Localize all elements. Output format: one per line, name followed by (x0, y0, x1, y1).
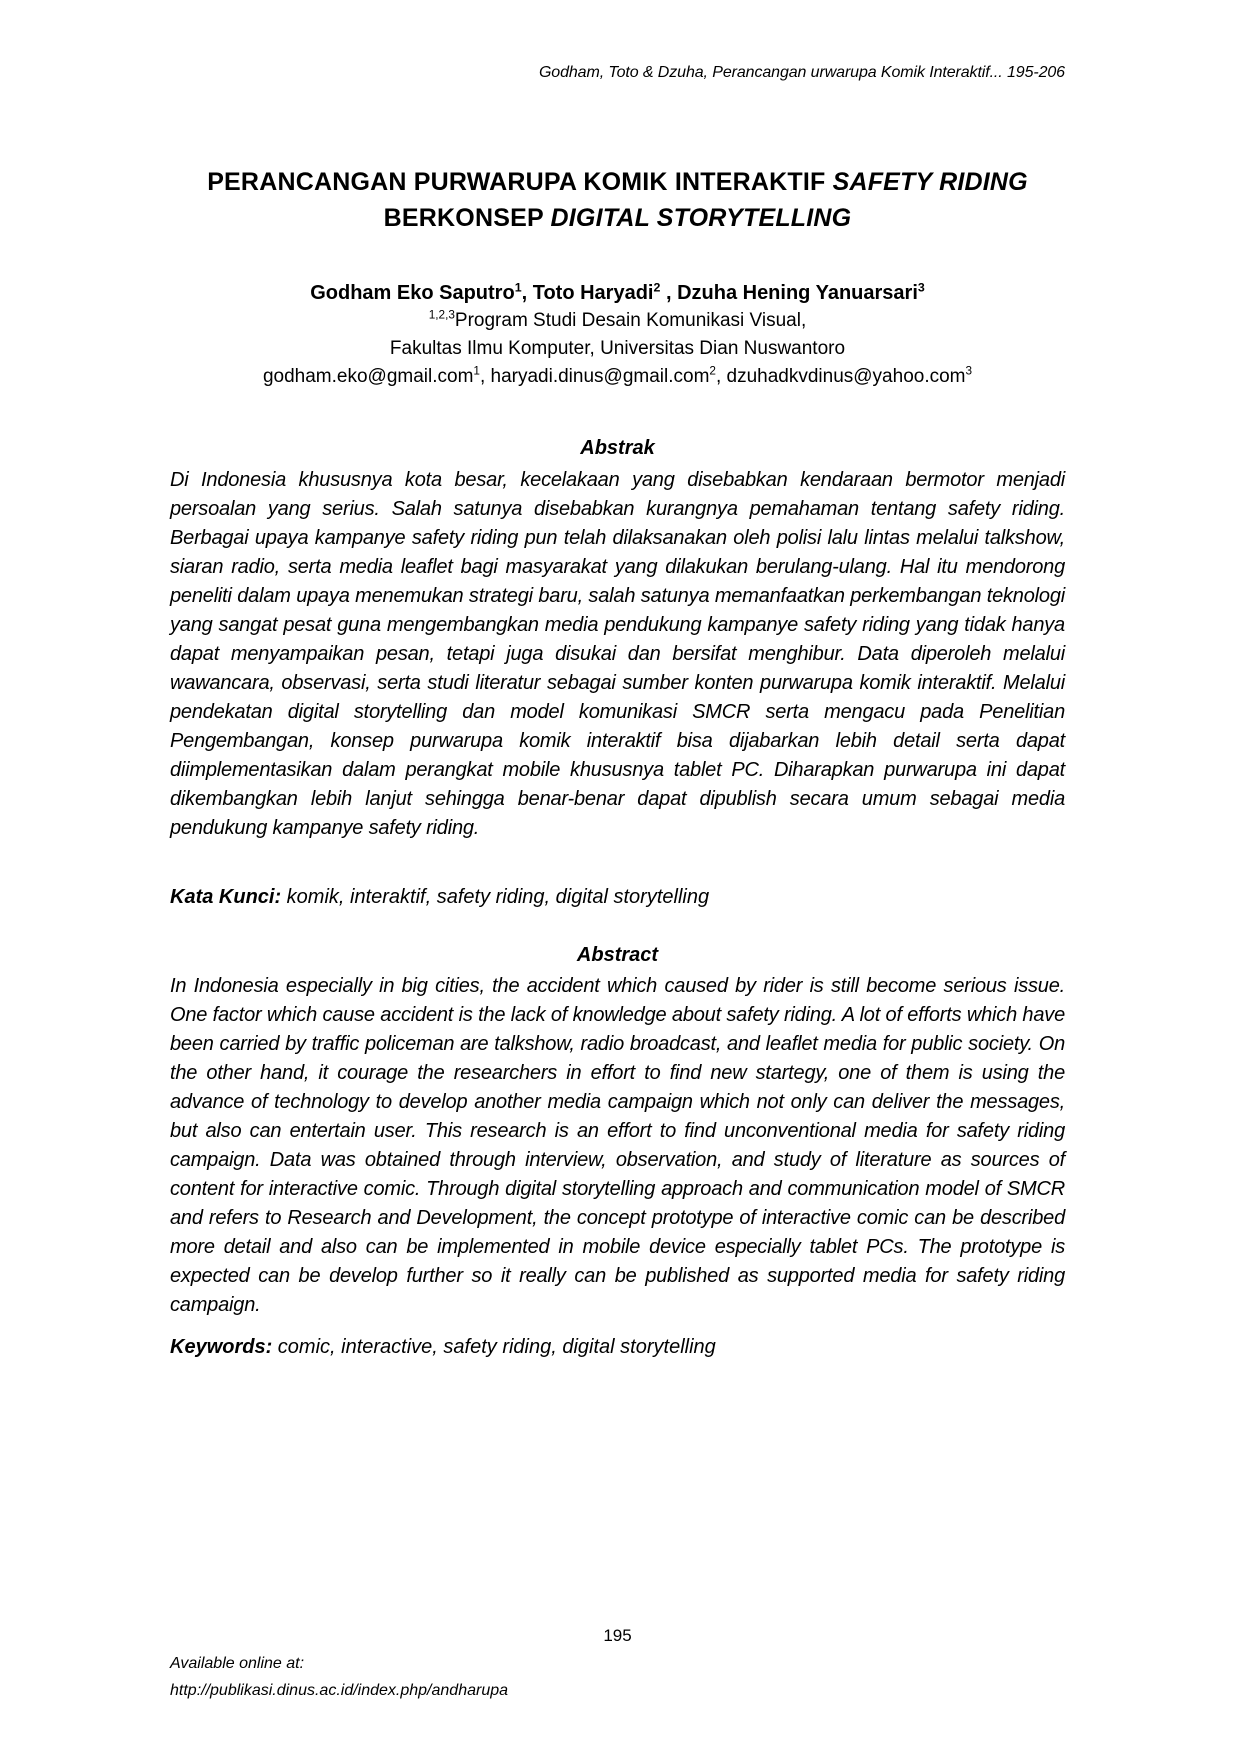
author-separator-2: , (660, 282, 678, 304)
author-separator-1: , (521, 282, 533, 304)
affiliation-line-2: Fakultas Ilmu Komputer, Universitas Dian Nuswantoro (389, 338, 846, 359)
kata-kunci-line (170, 886, 1065, 909)
email-superscript-3: 3 (965, 364, 973, 378)
keywords-value: comic, interactive, safety riding, digital storytelling (272, 1336, 716, 1358)
footer-available-online: Available online at: (170, 1655, 305, 1672)
author-block (170, 279, 1065, 391)
email-superscript-1: 1 (473, 364, 480, 378)
footer-block (170, 1650, 1065, 1704)
footer-url: http://publikasi.dinus.ac.id/index.php/andharupa (170, 1682, 509, 1699)
abstract-body: In Indonesia especially in big cities, the accident which caused by rider is still become serious issue. One factor which cause accident is the lack of knowledge about safety riding. A lot of efforts which have been carried by traffic policeman are talkshow, radio broadcast, and leaflet media for public society. On the other hand, it courage the researchers in effort to find new startegy, one of them is using the advance of technology to develop another media campaign which not only can deliver the messages, but also can entertain user. This research is an effort to find unconventional media for safety riding campaign. Data was obtained through interview, observation, and study of literature as sources of content for interactive comic. Through digital storytelling approach and communication model of SMCR and refers to Research and Development, the concept prototype of interactive comic can be described more detail and also can be implemented in mobile device especially tablet PCs. The prototype is expected can be develop further so it really can be published as supported media for safety riding campaign. (170, 975, 1065, 1316)
author-name-1: Godham Eko Saputro (310, 282, 515, 304)
author-superscript-2: 2 (653, 280, 661, 295)
running-header: Godham, Toto & Dzuha, Perancangan urwarupa Komik Interaktif... 195-206 (538, 64, 1065, 81)
author-superscript-1: 1 (514, 280, 522, 295)
kata-kunci-value: komik, interaktif, safety riding, digital storytelling (281, 886, 710, 908)
email-superscript-2: 2 (709, 364, 716, 378)
keywords-label: Keywords: (170, 1336, 273, 1358)
abstrak-heading: Abstrak (580, 437, 655, 459)
author-name-3: Dzuha Hening Yanuarsari (677, 282, 918, 304)
authors-line (170, 279, 1065, 307)
affiliation-line-1 (170, 307, 1065, 335)
email-address-3: dzuhadkvdinus@yahoo.com (726, 366, 966, 387)
keywords-line (170, 1336, 1065, 1359)
email-address-1: godham.eko@gmail.com (262, 366, 474, 387)
abstrak-body: Di Indonesia khususnya kota besar, kecelakaan yang disebabkan kendaraan bermotor menjadi persoalan yang serius. Salah satunya disebabkan kurangnya pemahaman tentang safety riding. Berbagai upaya kampanye safety riding pun telah dilaksanakan oleh polisi lalu lintas melalui talkshow, siaran radio, serta media leaflet bagi masyarakat yang dilakukan berulang-ulang. Hal itu mendorong peneliti dalam upaya menemukan strategi baru, salah satunya memanfaatkan perkembangan teknologi yang sangat pesat guna mengembangkan media pendukung kampanye safety riding yang tidak hanya dapat menyampaikan pesan, tetapi juga disukai dan bersifat menghibur. Data diperoleh melalui wawancara, observasi, serta studi literatur sebagai sumber konten purwarupa komik interaktif. Melalui pendekatan digital storytelling dan model komunikasi SMCR serta mengacu pada Penelitian Pengembangan, konsep purwarupa komik interaktif bisa dijabarkan lebih detail serta dapat diimplementasikan dalam perangkat mobile khususnya tablet PC. Diharapkan purwarupa ini dapat dikembangkan lebih lanjut sehingga benar-benar dapat dipublish secara umum sebagai media pendukung kampanye safety riding. (170, 469, 1065, 839)
title-text-italic-2: DIGITAL STORYTELLING (550, 204, 852, 232)
title-text-regular-1: PERANCANGAN PURWARUPA KOMIK INTERAKTIF (207, 168, 833, 196)
article-title-line-1 (170, 164, 1065, 200)
affiliation-text-1: Program Studi Desain Komunikasi Visual, (454, 310, 807, 331)
title-text-regular-2: BERKONSEP (383, 204, 551, 232)
article-title-line-2 (170, 200, 1065, 236)
email-address-2: haryadi.dinus@gmail.com (490, 366, 710, 387)
affiliation-superscript: 1,2,3 (428, 308, 455, 322)
kata-kunci-label: Kata Kunci: (170, 886, 282, 908)
emails-line (170, 363, 1065, 391)
abstract-heading: Abstract (576, 944, 659, 966)
email-separator-1: , (479, 366, 491, 387)
page-number: 195 (603, 1626, 632, 1645)
author-name-2: Toto Haryadi (532, 282, 654, 304)
title-text-italic-1: SAFETY RIDING (832, 168, 1028, 196)
email-separator-2: , (715, 366, 727, 387)
article-title (170, 164, 1065, 236)
author-superscript-3: 3 (917, 280, 925, 295)
